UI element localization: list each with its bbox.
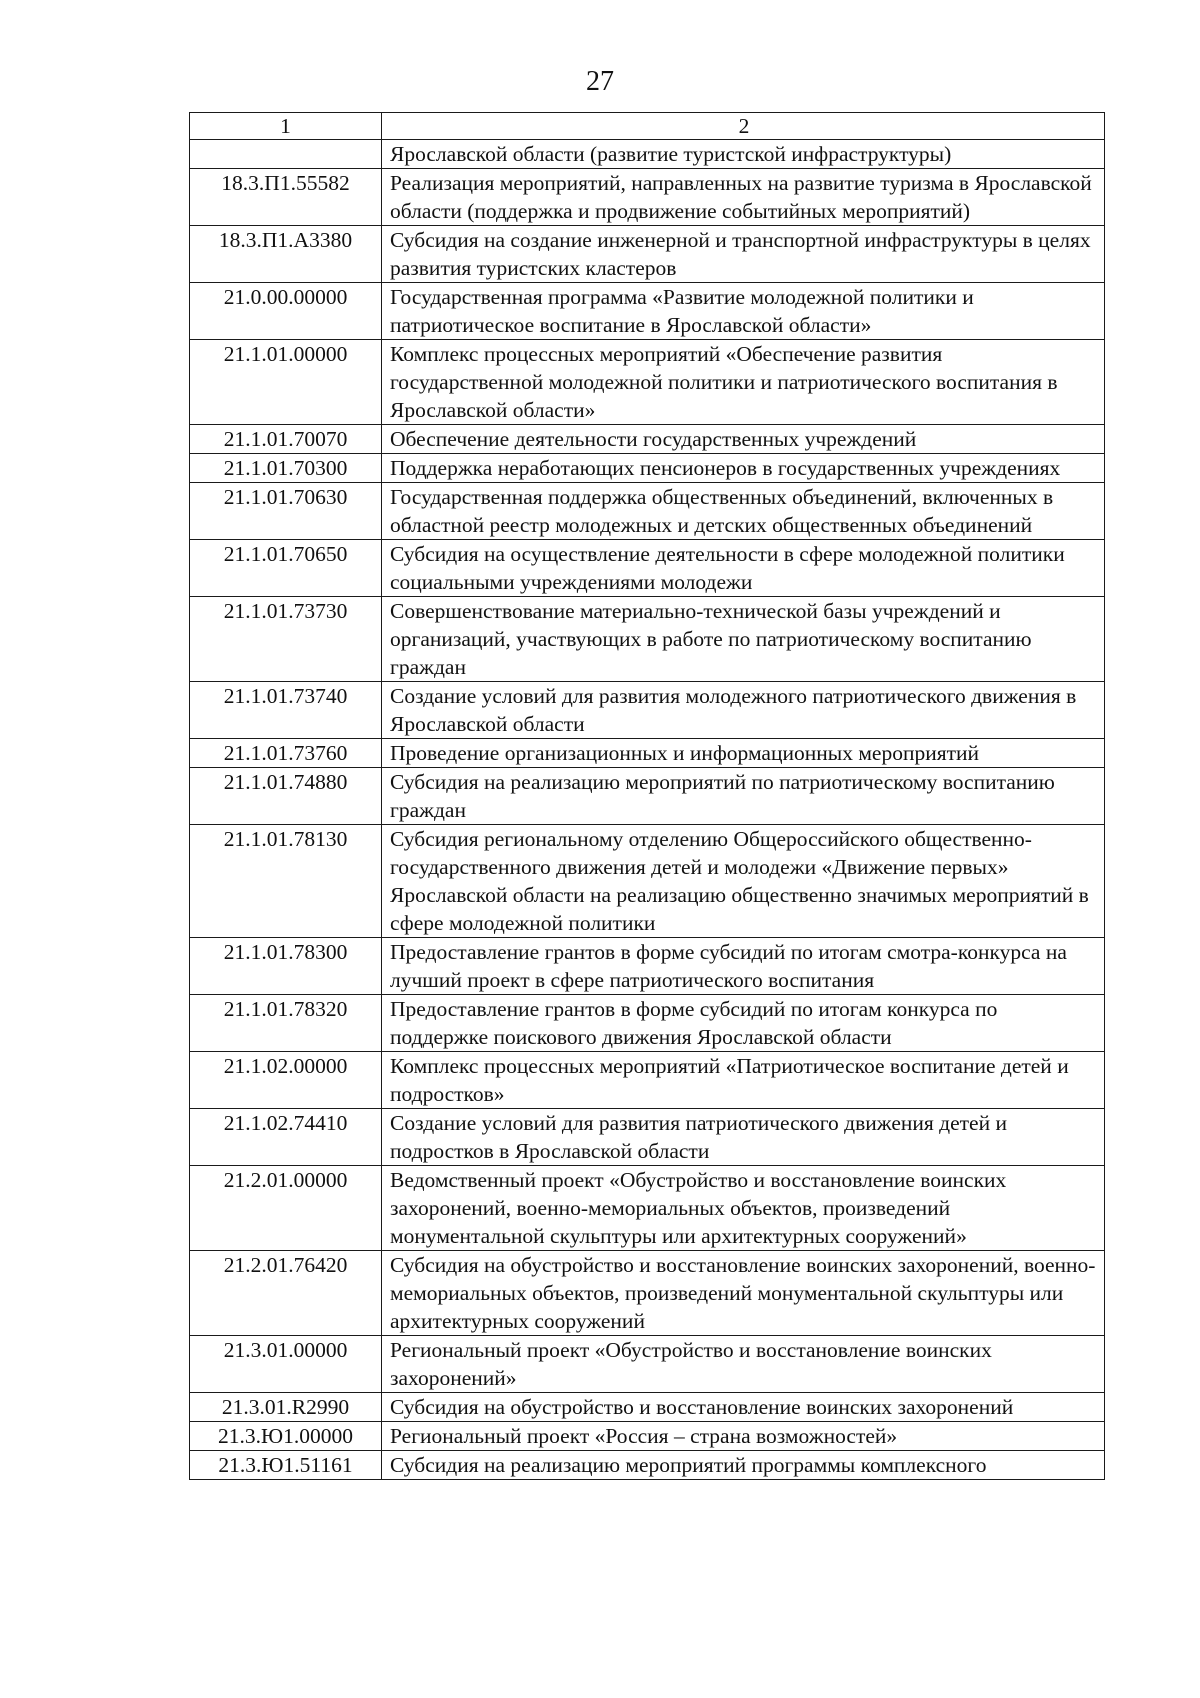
row-code-cell: 21.1.01.78300 [190, 938, 382, 995]
table-row [190, 454, 1105, 483]
row-code-cell: 21.1.01.73760 [190, 739, 382, 768]
row-description-cell: Поддержка неработающих пенсионеров в государственных учреждениях [382, 454, 1105, 483]
row-description-cell: Предоставление грантов в форме субсидий по итогам конкурса по поддержке поискового движения Ярославской области [382, 995, 1105, 1052]
row-code-cell: 21.1.01.73740 [190, 682, 382, 739]
row-code-cell: 21.3.01.R2990 [190, 1393, 382, 1422]
table-row [190, 1393, 1105, 1422]
row-code-cell: 21.0.00.00000 [190, 283, 382, 340]
table-row [190, 995, 1105, 1052]
row-code-cell: 21.2.01.00000 [190, 1166, 382, 1251]
table-header-row [190, 113, 1105, 140]
table-row [190, 226, 1105, 283]
table-row [190, 739, 1105, 768]
table-row [190, 283, 1105, 340]
row-code-cell: 21.3.Ю1.00000 [190, 1422, 382, 1451]
table-row [190, 1336, 1105, 1393]
row-code-cell: 21.1.01.00000 [190, 340, 382, 425]
row-code-cell: 21.3.01.00000 [190, 1336, 382, 1393]
table-row [190, 768, 1105, 825]
table-row [190, 1422, 1105, 1451]
row-description-cell: Ярославской области (развитие туристской инфраструктуры) [382, 140, 1105, 169]
table-row [190, 425, 1105, 454]
table-row [190, 1451, 1105, 1480]
column-header-code: 1 [190, 113, 382, 140]
table-row [190, 140, 1105, 169]
table-row [190, 483, 1105, 540]
table-row [190, 1251, 1105, 1336]
row-description-cell: Проведение организационных и информационных мероприятий [382, 739, 1105, 768]
budget-classification-table [189, 112, 1105, 1480]
row-code-cell: 21.1.01.74880 [190, 768, 382, 825]
page-number: 27 [586, 66, 614, 97]
row-code-cell: 21.1.01.70630 [190, 483, 382, 540]
row-description-cell: Субсидия на реализацию мероприятий по патриотическому воспитанию граждан [382, 768, 1105, 825]
row-description-cell: Предоставление грантов в форме субсидий по итогам смотра-конкурса на лучший проект в сфере патриотического воспитания [382, 938, 1105, 995]
row-description-cell: Комплекс процессных мероприятий «Обеспечение развития государственной молодежной политики и патриотического воспитания в Ярославской области» [382, 340, 1105, 425]
row-code-cell: 21.1.01.78320 [190, 995, 382, 1052]
table-row [190, 1052, 1105, 1109]
table-row [190, 340, 1105, 425]
row-description-cell: Реализация мероприятий, направленных на развитие туризма в Ярославской области (поддержка и продвижение событийных мероприятий) [382, 169, 1105, 226]
row-code-cell: 21.1.01.70300 [190, 454, 382, 483]
row-code-cell: 21.1.02.00000 [190, 1052, 382, 1109]
column-header-description: 2 [382, 113, 1105, 140]
row-code-cell: 21.1.01.73730 [190, 597, 382, 682]
row-description-cell: Субсидия на обустройство и восстановление воинских захоронений [382, 1393, 1105, 1422]
row-description-cell: Субсидия на обустройство и восстановление воинских захоронений, военно-мемориальных объектов, произведений монументальной скульптуры или архитектурных сооружений [382, 1251, 1105, 1336]
row-code-cell: 21.2.01.76420 [190, 1251, 382, 1336]
row-description-cell: Субсидия на осуществление деятельности в сфере молодежной политики социальными учреждениями молодежи [382, 540, 1105, 597]
row-description-cell: Создание условий для развития патриотического движения детей и подростков в Ярославской области [382, 1109, 1105, 1166]
row-code-cell: 18.3.П1.А3380 [190, 226, 382, 283]
row-description-cell: Региональный проект «Обустройство и восстановление воинских захоронений» [382, 1336, 1105, 1393]
table-row [190, 938, 1105, 995]
row-description-cell: Субсидия региональному отделению Общероссийского общественно-государственного движения детей и молодежи «Движение первых» Ярославской области на реализацию общественно значимых мероприятий в сфере молодежной политики [382, 825, 1105, 938]
row-description-cell: Обеспечение деятельности государственных учреждений [382, 425, 1105, 454]
row-description-cell: Региональный проект «Россия – страна возможностей» [382, 1422, 1105, 1451]
row-code-cell: 21.3.Ю1.51161 [190, 1451, 382, 1480]
row-description-cell: Субсидия на создание инженерной и транспортной инфраструктуры в целях развития туристских кластеров [382, 226, 1105, 283]
table-row [190, 1109, 1105, 1166]
row-code-cell: 21.1.02.74410 [190, 1109, 382, 1166]
table-row [190, 540, 1105, 597]
row-description-cell: Государственная программа «Развитие молодежной политики и патриотическое воспитание в Ярославской области» [382, 283, 1105, 340]
row-code-cell: 21.1.01.70650 [190, 540, 382, 597]
row-code-cell: 21.1.01.70070 [190, 425, 382, 454]
row-code-cell: 21.1.01.78130 [190, 825, 382, 938]
row-description-cell: Создание условий для развития молодежного патриотического движения в Ярославской области [382, 682, 1105, 739]
row-description-cell: Государственная поддержка общественных объединений, включенных в областной реестр молодежных и детских общественных объединений [382, 483, 1105, 540]
table-row [190, 825, 1105, 938]
table-row [190, 169, 1105, 226]
table-row [190, 597, 1105, 682]
row-description-cell: Субсидия на реализацию мероприятий программы комплексного [382, 1451, 1105, 1480]
row-description-cell: Ведомственный проект «Обустройство и восстановление воинских захоронений, военно-мемориальных объектов, произведений монументальной скульптуры или архитектурных сооружений» [382, 1166, 1105, 1251]
table-row [190, 682, 1105, 739]
row-code-cell: 18.3.П1.55582 [190, 169, 382, 226]
table-row [190, 1166, 1105, 1251]
row-description-cell: Совершенствование материально-технической базы учреждений и организаций, участвующих в работе по патриотическому воспитанию граждан [382, 597, 1105, 682]
row-code-cell [190, 140, 382, 169]
row-description-cell: Комплекс процессных мероприятий «Патриотическое воспитание детей и подростков» [382, 1052, 1105, 1109]
